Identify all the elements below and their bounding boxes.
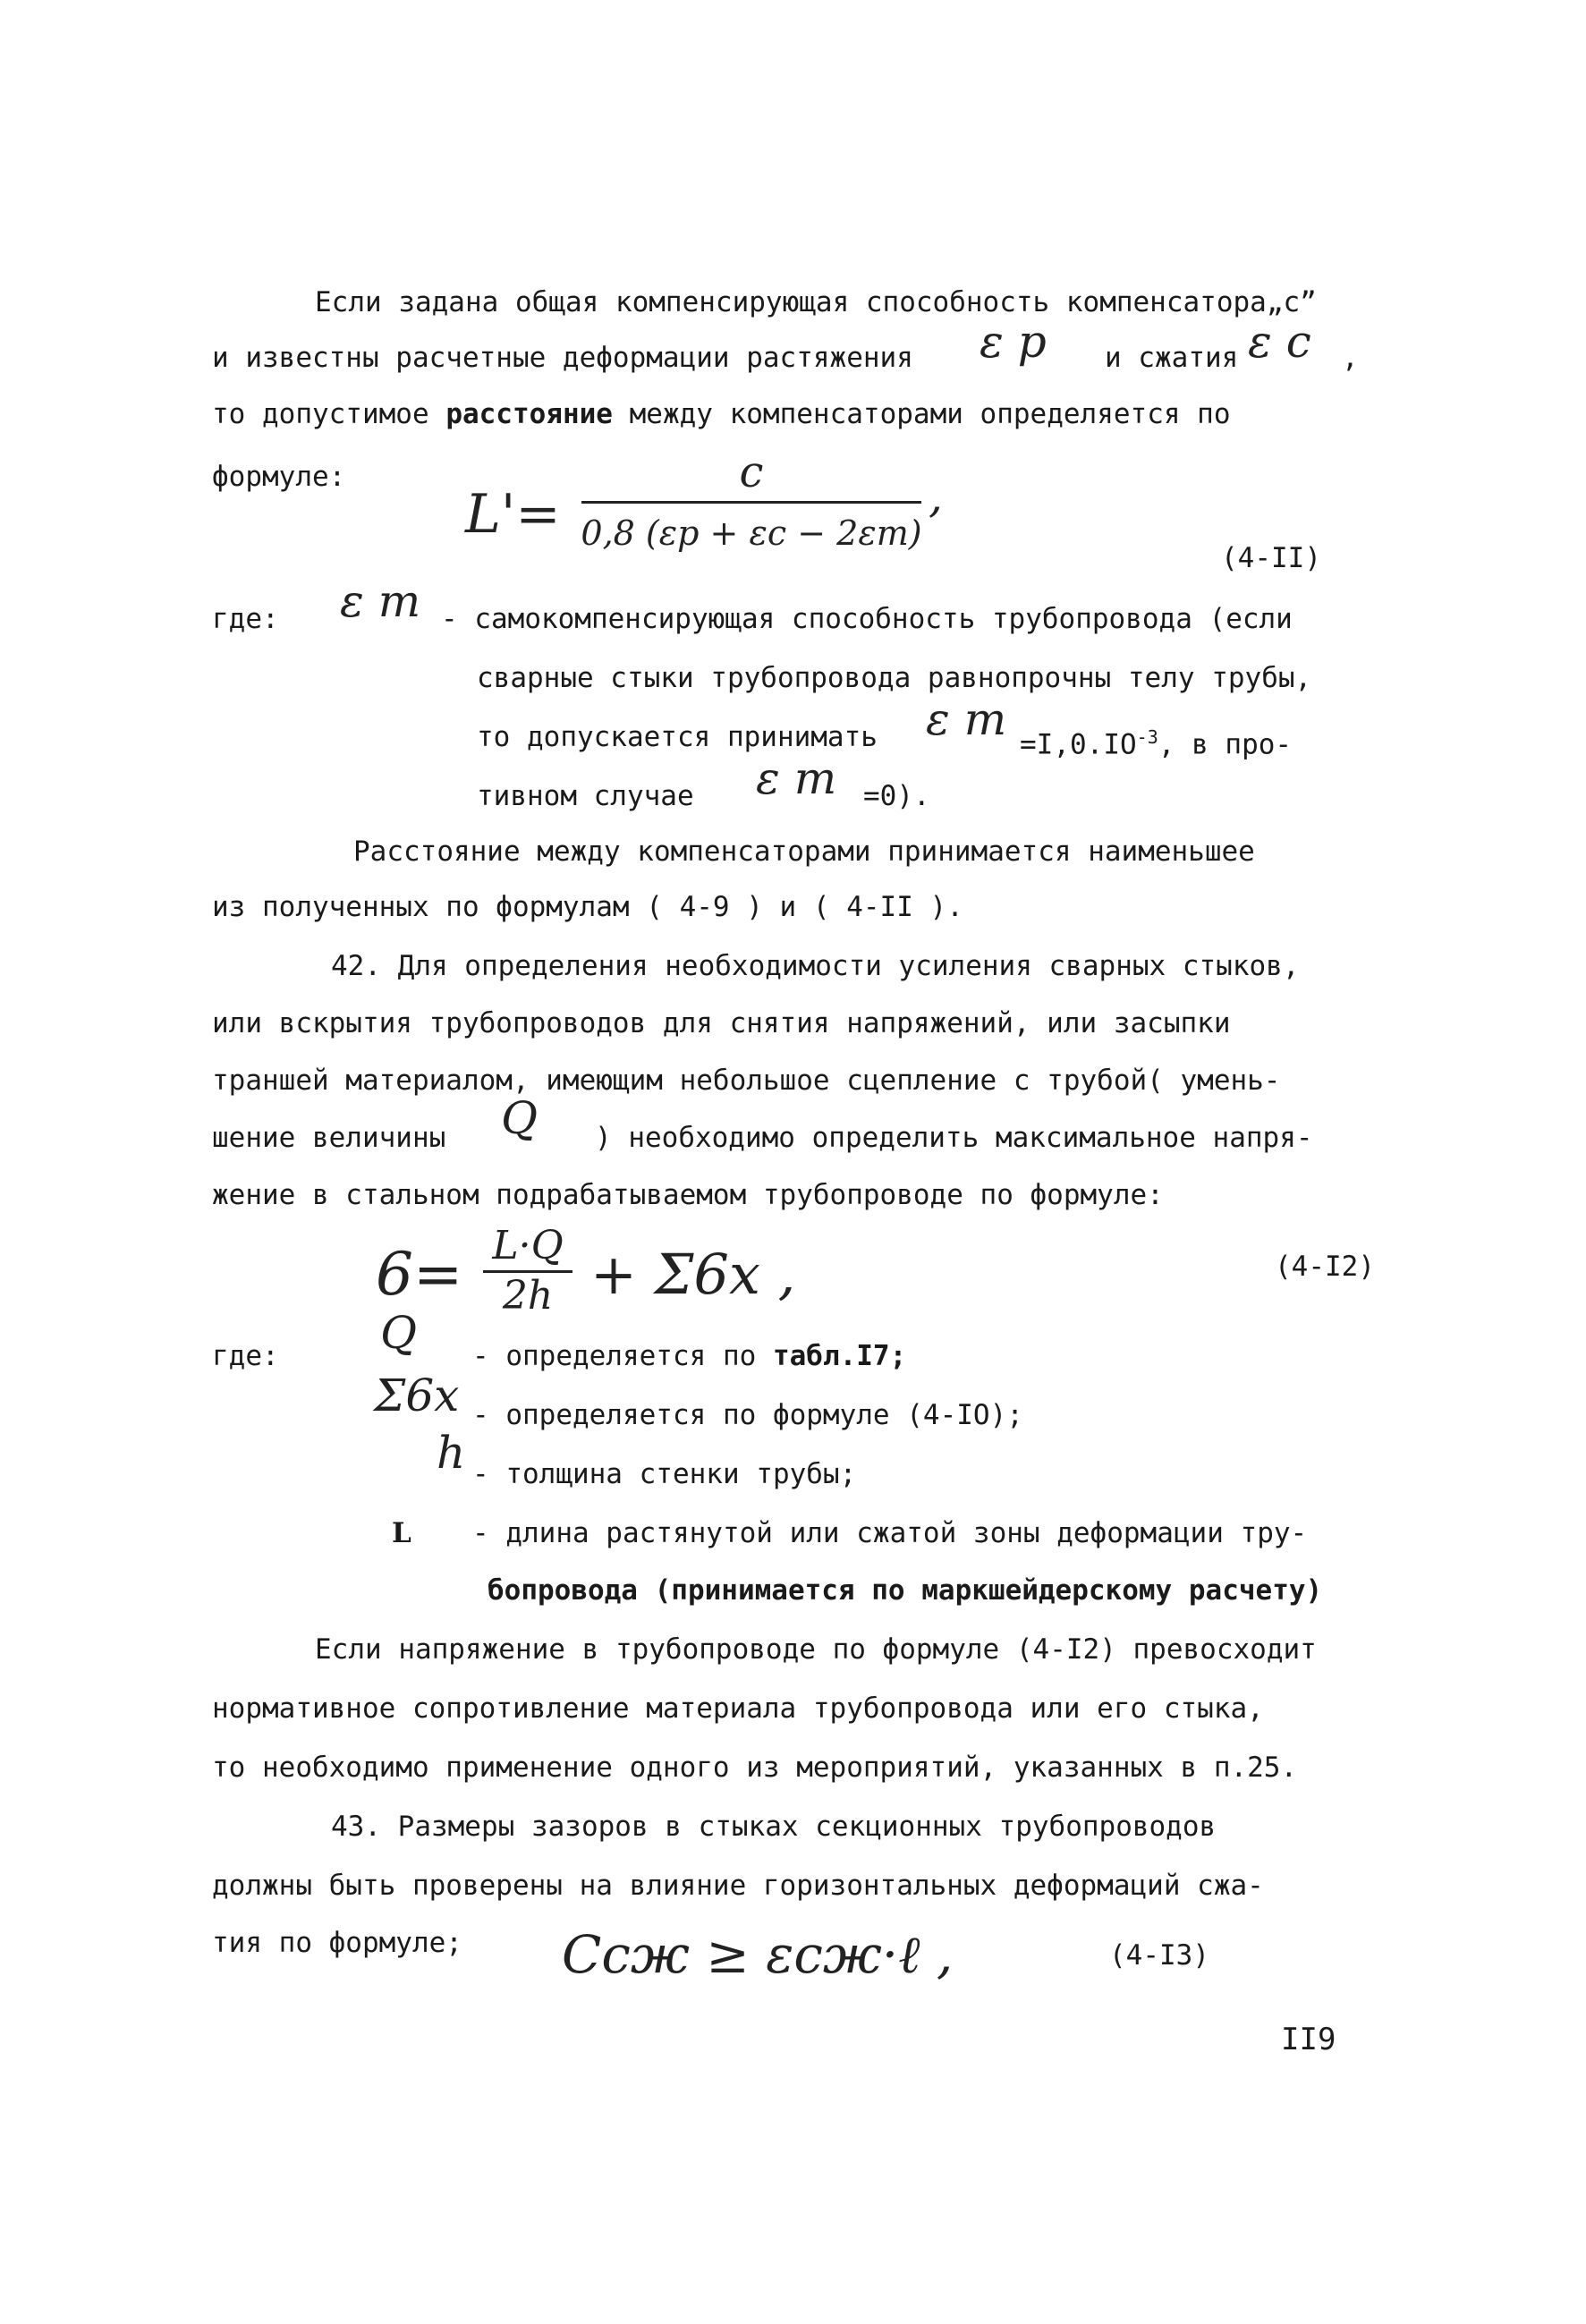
epsilon-p-symbol: ε p bbox=[980, 316, 1047, 368]
where1-line-3-exp: -3 bbox=[1136, 726, 1158, 748]
p1-line-4: формуле: bbox=[212, 461, 346, 493]
eq411-fraction-bar bbox=[581, 501, 921, 504]
where1-line-3b bbox=[1020, 719, 1292, 762]
eq413-number: (4-I3) bbox=[1109, 1939, 1209, 1972]
p42-line-1: 42. Для определения необходимости усиления сварных стыков, bbox=[331, 950, 1300, 982]
p43-line-2: должны быть проверены на влияние горизонтальных деформаций сжа- bbox=[212, 1870, 1264, 1902]
p42-line-2: или вскрытия трубопроводов для снятия напряжений, или засыпки bbox=[212, 1007, 1231, 1039]
eq412-numerator: L·Q bbox=[492, 1223, 564, 1268]
eq411-numerator: c bbox=[739, 447, 764, 497]
p1-line-3-a: то допустимое bbox=[212, 398, 429, 430]
where1-line-3-value: =I,0.IO bbox=[1020, 728, 1137, 761]
where1-line-4a: тивном случае bbox=[477, 780, 694, 812]
page-number: II9 bbox=[1281, 2022, 1336, 2057]
p1-line-2-text: и известны расчетные деформации растяжения bbox=[212, 342, 913, 374]
sum-sigma-x-symbol: Σ6x bbox=[374, 1370, 460, 1421]
h-symbol: h bbox=[437, 1427, 466, 1479]
where2-q-text bbox=[472, 1338, 906, 1374]
epsilon-t-symbol-3: ε т bbox=[756, 752, 837, 804]
p42-line-3: траншей материалом, имеющим небольшое сцепление с трубой( умень- bbox=[212, 1064, 1281, 1097]
p3-line-2: нормативное сопротивление материала трубопровода или его стыка, bbox=[212, 1692, 1264, 1725]
p1-line-2-comma: , bbox=[1342, 342, 1359, 374]
where1-line-2: сварные стыки трубопровода равнопрочны телу трубы, bbox=[477, 662, 1312, 694]
eq411-denominator: 0,8 (εp + εc − 2εт) bbox=[581, 513, 922, 553]
p3-line-1: Если напряжение в трубопроводе по формуле (4-I2) превосходит bbox=[315, 1633, 1317, 1666]
p42-line-5: жение в стальном подрабатываемом трубопроводе по формуле: bbox=[212, 1179, 1164, 1211]
p2-line-2: из полученных по формулам ( 4-9 ) и ( 4-II ). bbox=[212, 891, 963, 923]
epsilon-t-symbol: ε т bbox=[340, 575, 421, 627]
p43-line-1: 43. Размеры зазоров в стыках секционных трубопроводов bbox=[331, 1811, 1217, 1843]
where2-l-text-2: бопровода (принимается по маркшейдерскому расчету) bbox=[488, 1574, 1323, 1607]
q-symbol-2: Q bbox=[380, 1307, 417, 1359]
eq412-lhs: 6= bbox=[376, 1240, 463, 1309]
where1-line-4b: =0). bbox=[863, 780, 930, 812]
epsilon-t-symbol-2: ε т bbox=[926, 693, 1007, 745]
where2-sx-text: - определяется по формуле (4-IO); bbox=[472, 1399, 1023, 1431]
p1-line-2 bbox=[212, 340, 913, 376]
p43-line-3: тия по формуле; bbox=[212, 1927, 462, 1959]
q-symbol: Q bbox=[501, 1092, 538, 1144]
where2-l-text: - длина растянутой или сжатой зоны деформации тру- bbox=[472, 1517, 1308, 1549]
where2-h-text: - толщина стенки трубы; bbox=[472, 1458, 857, 1490]
p42-line-4b: ) необходимо определить максимальное напря- bbox=[595, 1122, 1313, 1154]
l-symbol: L bbox=[392, 1517, 411, 1549]
p3-line-3: то необходимо применение одного из мероприятий, указанных в п.25. bbox=[212, 1751, 1298, 1784]
where2-q-a: - определяется по bbox=[472, 1340, 757, 1372]
eq413-expression: Cсж ≥ εсж·ℓ , bbox=[562, 1924, 954, 1985]
where1-line-1: - самокомпенсирующая способность трубопровода (если bbox=[441, 603, 1293, 635]
eq412-denominator: 2h bbox=[502, 1273, 554, 1319]
eq412-number: (4-I2) bbox=[1275, 1251, 1375, 1283]
eq412-rhs: + Σ6x , bbox=[590, 1242, 796, 1307]
p42-line-4a: шение величины bbox=[212, 1122, 446, 1154]
where2-label: где: bbox=[212, 1340, 279, 1372]
p1-line-2-compress: и сжатия bbox=[1105, 342, 1239, 374]
p1-line-1: Если задана общая компенсирующая способность компенсатора„с” bbox=[315, 286, 1317, 318]
where1-line-3a: то допускается принимать bbox=[477, 721, 878, 753]
where2-q-b: табл.I7; bbox=[772, 1340, 907, 1372]
eq411-number: (4-II) bbox=[1221, 542, 1321, 574]
eq411-tail: , bbox=[929, 471, 943, 522]
p1-line-3-bold: расстояние bbox=[445, 398, 613, 430]
where1-label: где: bbox=[212, 603, 279, 635]
p2-line-1: Расстояние между компенсаторами принимается наименьшее bbox=[353, 835, 1255, 868]
p1-line-3-c: между компенсаторами определяется по bbox=[629, 398, 1231, 430]
epsilon-c-symbol: ε c bbox=[1248, 316, 1311, 368]
p1-line-3 bbox=[212, 396, 1231, 432]
eq411-lhs: L'= bbox=[465, 483, 561, 546]
where1-line-3-tail: , в про- bbox=[1158, 728, 1293, 761]
